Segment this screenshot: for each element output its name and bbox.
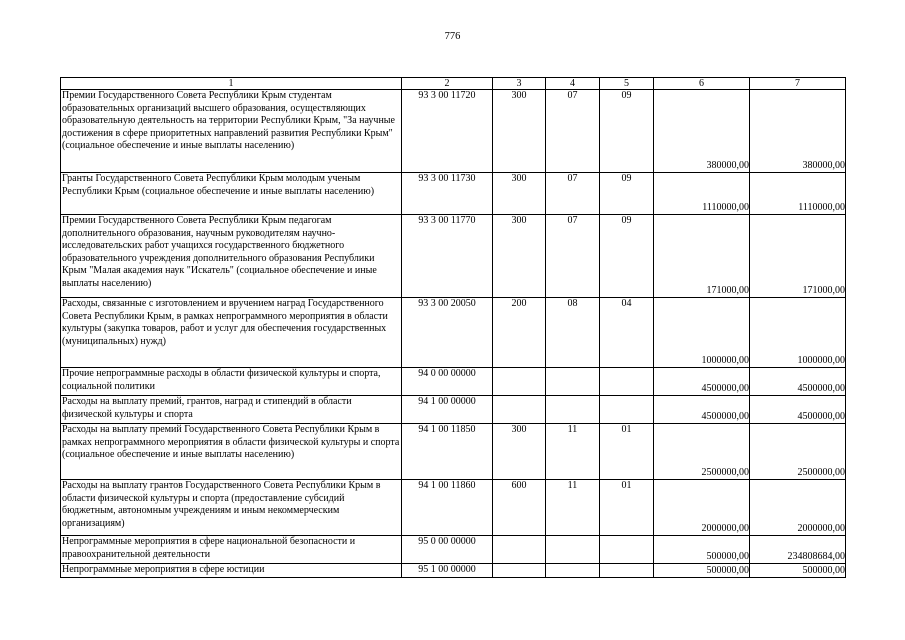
- row-amount-6: 380000,00: [654, 90, 750, 173]
- row-amount-6: 500000,00: [654, 564, 750, 578]
- header-cell: 5: [600, 78, 654, 90]
- row-amount-6: 500000,00: [654, 536, 750, 564]
- row-section: 07: [546, 90, 600, 173]
- row-section: [546, 536, 600, 564]
- header-cell: 4: [546, 78, 600, 90]
- row-section: [546, 368, 600, 396]
- row-subsection: 01: [600, 480, 654, 536]
- row-amount-6: 2000000,00: [654, 480, 750, 536]
- row-amount-6: 171000,00: [654, 215, 750, 298]
- table-row: [61, 173, 846, 215]
- row-code: 94 1 00 00000: [402, 396, 493, 424]
- row-subsection: [600, 396, 654, 424]
- row-section: [546, 396, 600, 424]
- header-cell: 2: [402, 78, 493, 90]
- row-subsection: 09: [600, 173, 654, 215]
- row-description: Расходы на выплату грантов Государственного Совета Республики Крым в области физической культуры и спорта (предоставление субсидий бюджетным, автономным учреждениям и иным некоммерческим организациям): [61, 480, 402, 536]
- table-row: [61, 396, 846, 424]
- row-amount-7: 234808684,00: [750, 536, 846, 564]
- budget-table: [60, 77, 846, 578]
- row-code: 93 3 00 11720: [402, 90, 493, 173]
- row-expense-type: [493, 368, 546, 396]
- row-subsection: 09: [600, 90, 654, 173]
- row-code: 93 3 00 11770: [402, 215, 493, 298]
- row-description: Гранты Государственного Совета Республики Крым молодым ученым Республики Крым (социальное обеспечение и иные выплаты населению): [61, 173, 402, 215]
- row-expense-type: 300: [493, 90, 546, 173]
- row-code: 94 1 00 11860: [402, 480, 493, 536]
- row-expense-type: [493, 536, 546, 564]
- row-amount-6: 2500000,00: [654, 424, 750, 480]
- header-cell: 1: [61, 78, 402, 90]
- row-expense-type: [493, 564, 546, 578]
- table-row: [61, 298, 846, 368]
- row-section: 07: [546, 173, 600, 215]
- row-expense-type: 600: [493, 480, 546, 536]
- row-expense-type: 200: [493, 298, 546, 368]
- row-amount-6: 1110000,00: [654, 173, 750, 215]
- header-row: [61, 78, 846, 90]
- table-row: [61, 536, 846, 564]
- header-cell: 7: [750, 78, 846, 90]
- row-description: Расходы, связанные с изготовлением и вручением наград Государственного Совета Республики Крым, в рамках непрограммного мероприятия в области культуры (закупка товаров, работ и услуг для обеспечения государственных (муниципальных) нужд): [61, 298, 402, 368]
- row-description: Непрограммные мероприятия в сфере национальной безопасности и правоохранительной деятельности: [61, 536, 402, 564]
- row-subsection: 04: [600, 298, 654, 368]
- row-amount-7: 2500000,00: [750, 424, 846, 480]
- row-amount-7: 380000,00: [750, 90, 846, 173]
- row-amount-7: 4500000,00: [750, 368, 846, 396]
- row-subsection: 01: [600, 424, 654, 480]
- row-description: Прочие непрограммные расходы в области физической культуры и спорта, социальной политики: [61, 368, 402, 396]
- table-row: [61, 564, 846, 578]
- page-number: 776: [444, 31, 461, 42]
- row-expense-type: 300: [493, 173, 546, 215]
- row-subsection: [600, 536, 654, 564]
- table-row: [61, 368, 846, 396]
- row-description: Расходы на выплату премий Государственного Совета Республики Крым в рамках непрограммного мероприятия в области физической культуры и спорта (социальное обеспечение и иные выплаты населению): [61, 424, 402, 480]
- row-amount-6: 1000000,00: [654, 298, 750, 368]
- row-section: 08: [546, 298, 600, 368]
- row-description: Расходы на выплату премий, грантов, наград и стипендий в области физической культуры и спорта: [61, 396, 402, 424]
- row-description: Непрограммные мероприятия в сфере юстиции: [61, 564, 402, 578]
- row-section: 07: [546, 215, 600, 298]
- row-code: 93 3 00 20050: [402, 298, 493, 368]
- row-amount-6: 4500000,00: [654, 368, 750, 396]
- row-code: 94 0 00 00000: [402, 368, 493, 396]
- header-cell: 6: [654, 78, 750, 90]
- row-subsection: 09: [600, 215, 654, 298]
- row-amount-7: 1000000,00: [750, 298, 846, 368]
- table-row: [61, 215, 846, 298]
- row-subsection: [600, 368, 654, 396]
- row-description: Премии Государственного Совета Республики Крым студентам образовательных организаций высшего образования, осуществляющих образовательную деятельность на территории Республики Крым, "За научные достижения в сфере приоритетных направлений развития Республики Крым" (социальное обеспечение и иные выплаты населению): [61, 90, 402, 173]
- table-row: [61, 480, 846, 536]
- row-expense-type: 300: [493, 215, 546, 298]
- row-amount-7: 1110000,00: [750, 173, 846, 215]
- row-subsection: [600, 564, 654, 578]
- header-cell: 3: [493, 78, 546, 90]
- row-code: 95 0 00 00000: [402, 536, 493, 564]
- row-code: 94 1 00 11850: [402, 424, 493, 480]
- row-section: 11: [546, 424, 600, 480]
- row-code: 95 1 00 00000: [402, 564, 493, 578]
- row-code: 93 3 00 11730: [402, 173, 493, 215]
- row-section: [546, 564, 600, 578]
- row-amount-7: 500000,00: [750, 564, 846, 578]
- row-description: Премии Государственного Совета Республики Крым педагогам дополнительного образования, научным руководителям научно-исследовательских работ учащихся государственного бюджетного образовательного учреждения дополнительного образования Республики Крым "Малая академия наук "Искатель" (социальное обеспечение и иные выплаты населению): [61, 215, 402, 298]
- row-amount-7: 171000,00: [750, 215, 846, 298]
- table-row: [61, 424, 846, 480]
- row-amount-7: 4500000,00: [750, 396, 846, 424]
- row-expense-type: [493, 396, 546, 424]
- row-expense-type: 300: [493, 424, 546, 480]
- row-amount-6: 4500000,00: [654, 396, 750, 424]
- row-section: 11: [546, 480, 600, 536]
- row-amount-7: 2000000,00: [750, 480, 846, 536]
- table-row: [61, 90, 846, 173]
